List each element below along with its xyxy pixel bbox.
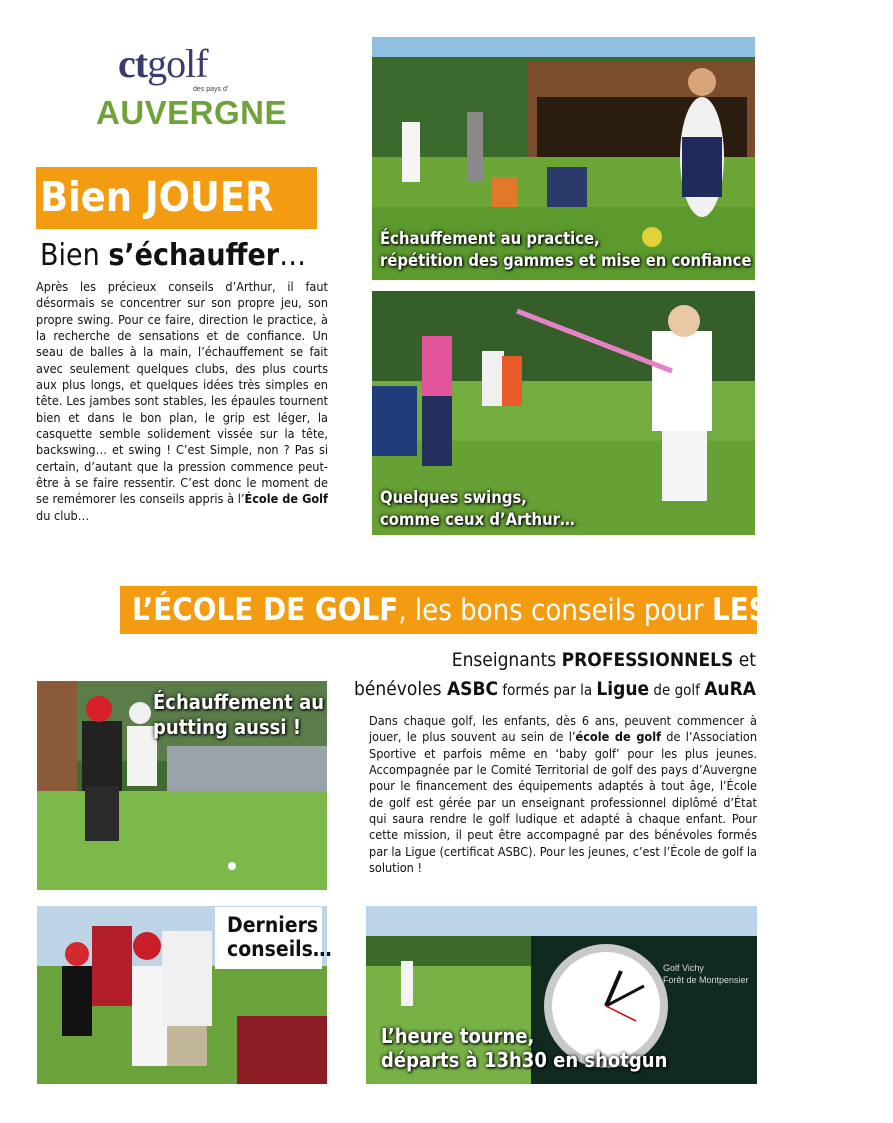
- sub1-a: Enseignants: [451, 649, 562, 671]
- body1-text: Après les précieux conseils d’Arthur, il faut désormais se concentrer sur son propre jeu, son propre swing. Pour ce faire, direction le practice, à la recherche de sensations et de confiance. Un seau de balles à la main, l’échauffement se fait avec seulement quelques clubs, des plus courts aux plus longs, et quelques idées très simples en tête. Les jambes sont stables, les épaules tournent bien et dans le bon plan, le grip est léger, la casquette semble solidement vissée sur la tête, backswing… et swing ! C’est Simple, non ? Pas si certain, d’autant que la pression commence peut-être à se faire ressentir. C’est donc le moment de se remémorer les conseils appris à l’: [36, 279, 328, 507]
- swings-caption-line1: Quelques swings,: [380, 488, 527, 507]
- subtitle-suffix: …: [279, 238, 307, 273]
- putting-caption-line1: Échauffement au: [153, 690, 325, 714]
- sub2-c: formés par la: [498, 681, 597, 699]
- heure-caption: [381, 1024, 667, 1072]
- section2-title: [120, 586, 893, 634]
- logo-ct: ct: [118, 41, 148, 86]
- putting-caption-line2: putting aussi !: [153, 715, 302, 739]
- section1-title: Bien JOUER: [36, 167, 317, 229]
- subtitle-prefix: Bien: [40, 238, 109, 273]
- heure-caption-line1: L’heure tourne,: [381, 1024, 535, 1048]
- section1-subtitle: [40, 238, 306, 273]
- swings-caption-line2: comme ceux d’Arthur…: [380, 510, 575, 529]
- sub2-b: ASBC: [446, 678, 499, 700]
- body2-a: Dans chaque golf, les enfants, dès 6 ans, peuvent commencer à jouer, le plus souvent au sein de l’: [369, 713, 757, 745]
- section2-subtitle2: [354, 678, 756, 700]
- logo-golf: golf: [147, 41, 208, 86]
- logo-brand: [118, 40, 208, 87]
- practice-caption-line1: Échauffement au practice,: [380, 229, 600, 248]
- clock-brand: [663, 962, 749, 986]
- body2-c: de l’Association Sportive et parfois même en ‘baby golf’ pour les plus jeunes. Accompagnée par le Comité Territorial de golf des pays d’Auvergne pour le financement des équipements adaptés à tout âge, l’École de golf est gérée par un enseignant professionnel diplômé d’État qui saura rendre le golf ludique et adapté à chaque enfant. Pour cette mission, il peut être accompagné par des bénévoles formés par la Ligue (certificat ASBC). Pour les jeunes, c’est l’École de golf la solution !: [369, 729, 758, 876]
- sub1-c: et: [733, 649, 756, 671]
- conseils-label: [215, 907, 332, 969]
- practice-caption-line2: répétition des gammes et mise en confiance: [380, 251, 752, 270]
- conseils-label-line2: conseils…: [227, 937, 332, 961]
- swings-caption: [380, 487, 575, 531]
- title-bold: L’ÉCOLE DE GOLF: [132, 592, 399, 628]
- logo-sub: des pays d': [193, 86, 229, 93]
- body1-bold: École de Golf: [244, 491, 328, 507]
- title-mid: , les bons conseils pour: [398, 593, 712, 627]
- sub1-b: PROFESSIONNELS: [561, 649, 734, 671]
- subtitle-bold: s’échauffer: [108, 238, 280, 273]
- section2-body: [369, 713, 757, 876]
- sub2-a: bénévoles: [354, 678, 447, 700]
- logo-region: AUVERGNE: [96, 94, 288, 131]
- section2-subtitle1: [452, 649, 756, 671]
- practice-caption: [380, 228, 752, 272]
- conseils-label-line1: Derniers: [227, 913, 319, 937]
- putting-caption: [153, 690, 324, 740]
- section1-body: [36, 279, 328, 524]
- title-end: LES JEUNES: [711, 592, 893, 628]
- sub2-f: AuRA: [704, 678, 756, 700]
- body2-b: école de golf: [575, 729, 662, 745]
- clock-brand-line1: Golf Vichy: [663, 963, 704, 973]
- clock-brand-line2: Forêt de Montpensier: [663, 975, 749, 985]
- sub2-e: de golf: [649, 681, 705, 699]
- sub2-d: Ligue: [596, 678, 650, 700]
- heure-caption-line2: départs à 13h30 en shotgun: [381, 1048, 668, 1072]
- body1-end: du club…: [36, 507, 90, 523]
